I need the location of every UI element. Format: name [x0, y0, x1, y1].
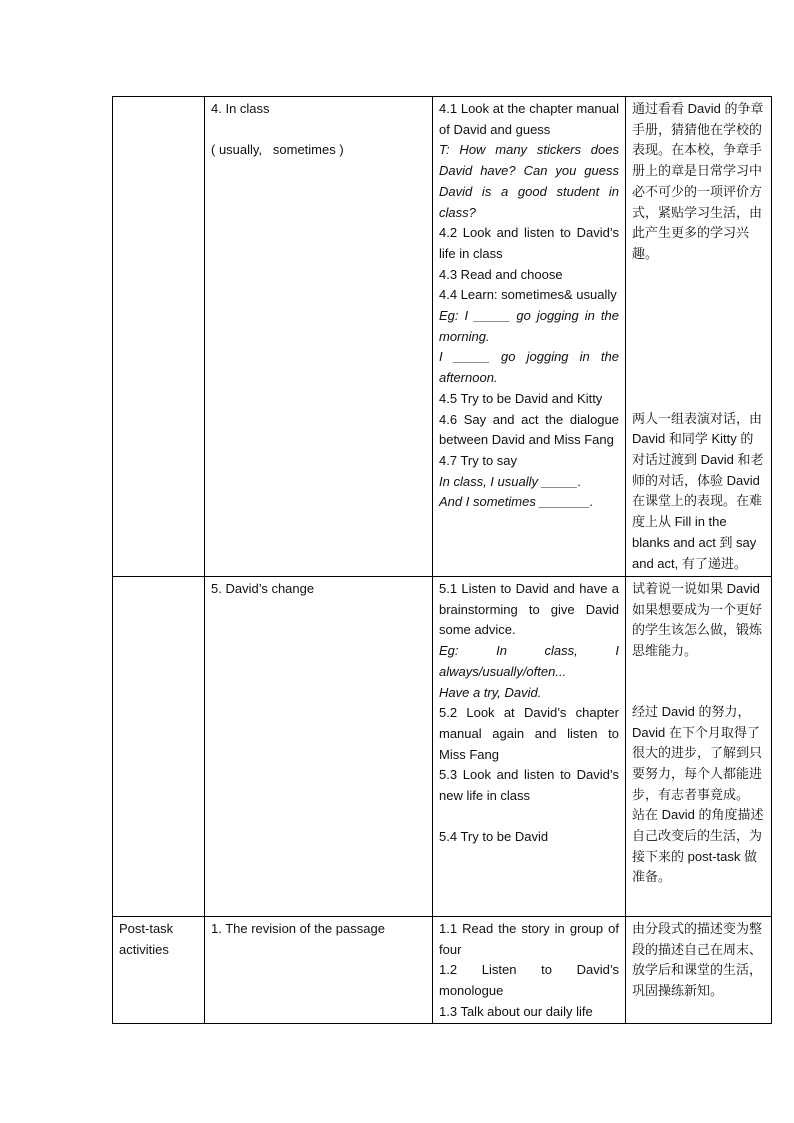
note-cell: [626, 97, 772, 577]
step-line: Have a try, David.: [439, 684, 542, 700]
step-line: 5.4 Try to be David: [439, 828, 549, 844]
note-paragraph: 试着说一说如果 David 如果想要成为一个更好的学生该怎么做，锻炼思维能力。: [632, 581, 763, 659]
stage-cell: [113, 97, 205, 577]
step-line: 4.1 Look at the chapter manual of David and guess: [439, 101, 619, 137]
table-row: [113, 577, 772, 917]
steps-cell: [433, 917, 626, 1024]
task-title: 1. The revision of the passage: [211, 921, 385, 936]
step-line: 4.6 Say and act the dialogue between David and Miss Fang: [439, 411, 619, 448]
note-cell: [626, 917, 772, 1024]
note-paragraph: 经过 David 的努力，David 在下个月取得了很大的进步，了解到只要努力，每个人都能进步，有志者事竟成。: [632, 703, 763, 802]
step-line: 5.2 Look at David’s chapter manual again and listen to Miss Fang: [439, 705, 619, 762]
steps-cell: [433, 577, 626, 917]
task-cell: [205, 97, 433, 577]
note-cell: [626, 577, 772, 917]
task-title: 5. David’s change: [211, 581, 315, 596]
note-paragraph: 由分段式的描述变为整段的描述自己在周末、放学后和课堂的生活，巩固操练新知。: [632, 921, 763, 999]
step-line: 4.5 Try to be David and Kitty: [439, 390, 603, 406]
step-line: 4.7 Try to say: [439, 452, 518, 468]
task-cell: [205, 577, 433, 917]
step-line: 5.1 Listen to David and have a brainstorming to give David some advice.: [439, 581, 619, 638]
note-paragraph: 两人一组表演对话，由 David 和同学 Kitty 的对话过渡到 David 和老师的对话，体验 David 在课堂上的表现。在难度上从 Fill in the blanks and act 到 say and act, 有了递进。: [632, 410, 764, 571]
task-title: 4. In class: [211, 101, 270, 116]
table-row: [113, 97, 772, 577]
note-paragraph: 通过看看 David 的争章手册，猜猜他在学校的表现。在本校，争章手册上的章是日常学习中必不可少的一项评价方式，紧贴学习生活，由此产生更多的学习兴趣。: [632, 101, 764, 261]
step-line: 5.3 Look and listen to David’s new life in class: [439, 767, 619, 804]
steps-cell: [433, 97, 626, 577]
step-line: And I sometimes _______.: [439, 494, 594, 510]
step-line: Eg: I _____ go jogging in the morning.: [439, 308, 619, 344]
step-line: T: How many stickers does David have? Can you guess David is a good student in class?: [439, 142, 619, 220]
step-line: 1.3 Talk about our daily life: [439, 1003, 593, 1019]
task-note: ( usually, sometimes ): [211, 141, 344, 157]
stage-cell: [113, 577, 205, 917]
table-row: [113, 917, 772, 1024]
step-line: Eg: In class, I always/usually/often...: [439, 643, 619, 679]
note-paragraph: 站在 David 的角度描述自己改变后的生活，为接下来的 post-task 做准备。: [632, 807, 764, 885]
step-line: 4.3 Read and choose: [439, 266, 563, 282]
step-line: 1.2 Listen to David’s monologue: [439, 962, 619, 999]
task-cell: [205, 917, 433, 1024]
stage-cell: Post-task activities: [113, 917, 205, 1024]
lesson-plan-table: [112, 96, 772, 1024]
step-line: 4.2 Look and listen to David’s life in class: [439, 225, 619, 261]
step-line: In class, I usually _____.: [439, 473, 582, 489]
step-line: 1.1 Read the story in group of four: [439, 921, 619, 957]
step-line: 4.4 Learn: sometimes& usually: [439, 287, 617, 303]
step-line: I _____ go jogging in the afternoon.: [439, 349, 619, 386]
